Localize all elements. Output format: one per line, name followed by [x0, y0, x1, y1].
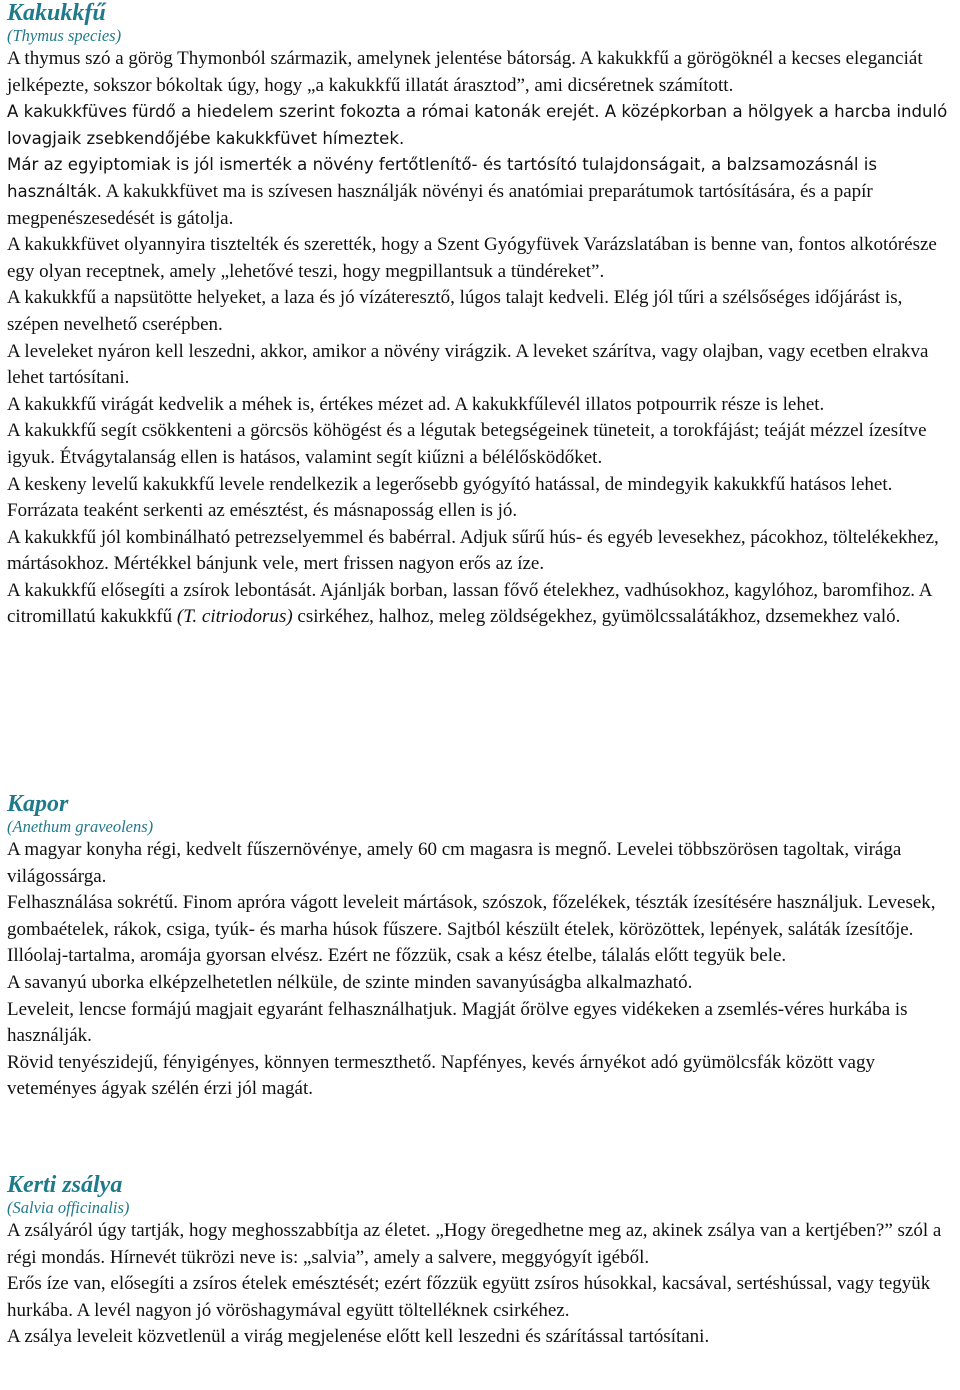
latin-name: (Anethum graveolens)	[7, 817, 154, 836]
section-kerti-zsalya	[7, 1172, 953, 1351]
paragraph: Felhasználása sokrétű. Finom apróra vágott leveleit mártások, szószok, főzelékek, tészták ízesítésére használjuk. Levesek, gombaételek, rákok, csiga, tyúk- és marha húsok fűszere. Sajtból készült ételek, körözöttek, lepények, saláták ízesítője. Illóolaj-tartalma, aromája gyorsan elvész. Ezért ne főzzük, csak a kész ételbe, tálalás előtt tegyük bele.	[7, 892, 936, 967]
paragraph: A kakukkfű a napsütötte helyeket, a laza és jó vízáteresztő, lúgos talajt kedveli. Elég jól tűri a szélsőséges időjárást is, szépen nevelhető cserépben.	[7, 287, 903, 335]
paragraph: A keskeny levelű kakukkfű levele rendelkezik a legerősebb gyógyító hatással, de mindegyik kakukkfű hatásos lehet. Forrázata teaként serkenti az emésztést, és másnaposság ellen is jó.	[7, 473, 893, 522]
paragraph: A kakukkfű virágát kedvelik a méhek is, értékes mézet ad. A kakukkfűlevél illatos potpourrik része is lehet.	[7, 393, 825, 415]
paragraph	[7, 578, 953, 631]
paragraph: A kakukkfüvet olyannyira tisztelték és szerették, hogy a Szent Gyógyfüvek Varázslatában is benne van, fontos alkotórésze egy olyan receptnek, amely „lehetővé teszi, hogy megpillantsuk a tündéreket”.	[7, 234, 937, 282]
paragraph-part: csirkéhez, halhoz, meleg zöldségekhez, gyümölcssalátákhoz, dzsemekhez való.	[292, 606, 901, 628]
paragraph: Leveleit, lencse formájú magjait egyaránt felhasználhatjuk. Magját őrölve egyes vidékeken a zsemlés-véres hurkába is használják.	[7, 998, 908, 1047]
section-kakukkfu	[7, 0, 953, 631]
paragraph: A kakukkfüves fürdő a hiedelem szerint fokozta a római katonák erejét. A középkorban a hölgyek a harcba induló lovagjaik zsebkendőjébe kakukkfüvet hímeztek.	[7, 102, 948, 148]
paragraph: A thymus szó a görög Thymonból származik, amelynek jelentése bátorság. A kakukkfű a görögöknél a kecses eleganciát jelképezte, sokszor bókoltak úgy, hogy „a kakukkfű illatát árasztod”, ami dicséretnek számított.	[7, 48, 923, 96]
section-kapor	[7, 791, 953, 1103]
paragraph: A zsályáról úgy tartják, hogy meghosszabbítja az életet. „Hogy öregedhetne meg az, akinek zsálya van a kertjében?” szól a régi mondás. Hírnevét tükrözi neve is: „salvia”, amely a salvere, meggyógyít igéből.	[7, 1220, 942, 1268]
paragraph: A kakukkfű jól kombinálható petrezselyemmel és babérral. Adjuk sűrű hús- és egyéb levesekhez, pácokhoz, töltelékekhez, mártásokhoz. Mértékkel bánjunk vele, mert frissen nagyon erős az íze.	[7, 526, 939, 575]
paragraph: A magyar konyha régi, kedvelt fűszernövénye, amely 60 cm magasra is megnő. Levelei többszörösen tagoltak, virága világossárga.	[7, 839, 902, 887]
paragraph-part-italic: (T. citriodorus)	[176, 606, 293, 628]
latin-name: (Thymus species)	[7, 26, 122, 45]
section-body	[7, 1218, 953, 1351]
section-title: Kapor	[7, 791, 69, 817]
paragraph: Rövid tenyészidejű, fényigényes, könnyen termeszthető. Napfényes, kevés árnyékot adó gyümölcsfák között vagy veteményes ágyak szélén érzi jól magát.	[7, 1051, 875, 1100]
paragraph	[7, 152, 953, 232]
paragraph: A leveleket nyáron kell leszedni, akkor, amikor a növény virágzik. A leveket szárítva, vagy olajban, vagy ecetben elrakva lehet tartósítani.	[7, 340, 929, 389]
section-title: Kakukkfű	[7, 0, 106, 26]
paragraph-part: Már az egyiptomiak is jól ismerték a növény fertőtlenítő- és tartósító tulajdonságait, a balzsamozásnál is használták.	[7, 155, 878, 201]
section-title: Kerti zsálya	[7, 1172, 123, 1198]
paragraph: A savanyú uborka elképzelhetetlen nélküle, de szinte minden savanyúságba alkalmazható.	[7, 971, 693, 993]
section-body	[7, 837, 953, 1103]
paragraph: Erős íze van, elősegíti a zsíros ételek emésztését; ezért főzzük együtt zsíros húsokkal, kacsával, sertéshússal, vagy tegyük hurkába. A levél nagyon jó vöröshagymával együtt töltelléknek csirkéhez.	[7, 1273, 931, 1321]
paragraph-part: A kakukkfű elősegíti a zsírok lebontását. Ajánlják borban, lassan fővő ételekhez, vadhúsokhoz, kagylóhoz, baromfihoz. A citromillatú kakukkfű	[7, 579, 932, 628]
paragraph: A zsálya leveleit közvetlenül a virág megjelenése előtt kell leszedni és szárítással tartósítani.	[7, 1326, 710, 1348]
section-body	[7, 46, 953, 631]
paragraph: A kakukkfű segít csökkenteni a görcsös köhögést és a légutak betegségeinek tüneteit, a torokfájást; teáját mézzel ízesítve igyuk. Étvágytalanság ellen is hatásos, valamint segít kiűzni a bélélősködőket.	[7, 420, 927, 468]
paragraph-part: A kakukkfüvet ma is szívesen használják növényi és anatómiai preparátumok tartósítására, és a papír megpenészesedését is gátolja.	[7, 180, 873, 229]
latin-name: (Salvia officinalis)	[7, 1198, 130, 1217]
